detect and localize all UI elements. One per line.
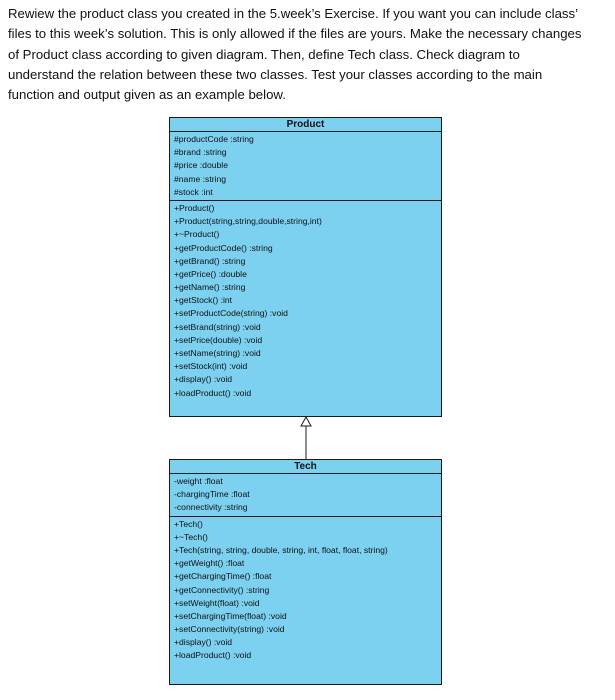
product-method: +setProductCode(string) :void [174,308,288,319]
product-method: +setStock(int) :void [174,361,248,372]
product-method: +Product() [174,202,215,213]
product-method: +Product(string,string,double,string,int) [174,216,322,227]
instructions-line: Rewiew the product class you created in the 5.week’s Exercise. If you want you can include class’ [8,6,579,21]
product-method: +getStock() :int [174,295,233,306]
tech-method: +display() :void [174,637,233,648]
tech-method: +loadProduct() :void [174,650,252,661]
tech-method: +getConnectivity() :string [174,584,270,595]
product-attribute: #name :string [174,173,227,184]
tech-class-name: Tech [170,460,441,474]
product-method: +loadProduct() :void [174,387,252,398]
inheritance-arrowhead [301,417,311,426]
product-class-name: Product [170,118,441,132]
tech-method: +setWeight(float) :void [174,597,260,608]
product-attribute: #stock :int [174,186,213,197]
tech-methods-section [170,517,441,664]
tech-method: +getWeight() :float [174,558,245,569]
tech-attribute: -connectivity :string [174,502,248,513]
product-attribute: #brand :string [174,147,227,158]
product-method: +setPrice(double) :void [174,334,263,345]
product-method: +setName(string) :void [174,348,261,358]
instructions-line: function and output given as an example below. [8,87,286,103]
tech-method: +Tech(string, string, double, string, int, float, float, string) [174,544,388,555]
instructions-line: files to this week’s solution. This is only allowed if the files are yours. Make the necessary changes [8,26,582,42]
product-attribute: #productCode :string [174,134,254,144]
product-method: +getPrice() :double [174,268,247,279]
product-attribute: #price :double [174,160,228,171]
product-method: +getProductCode() :string [174,242,273,253]
inheritance-arrow [296,415,316,461]
instructions-text [8,4,608,105]
tech-method: +setConnectivity(string) :void [174,624,285,635]
tech-method: +Tech() [174,518,203,529]
tech-method: +setChargingTime(float) :void [174,610,287,621]
product-attributes-section [170,132,441,201]
instructions-line: understand the relation between these two classes. Test your classes according to the main [8,66,543,82]
tech-attributes-section [170,474,441,517]
product-method: +setBrand(string) :void [174,321,261,332]
tech-attribute: -weight :float [174,476,223,486]
tech-method: +~Tech() [174,531,208,542]
product-method: +getBrand() :string [174,255,246,266]
tech-attribute: -chargingTime :float [174,489,250,500]
product-class-box [169,117,442,417]
product-method: +display() :void [174,374,233,385]
product-methods-section [170,201,441,401]
instructions-line: of Product class according to given diagram. Then, define Tech class. Check diagram to [8,46,520,62]
tech-class-box [169,459,442,685]
tech-method: +getChargingTime() :float [174,571,272,582]
product-method: +getName() :string [174,282,246,293]
product-method: +~Product() [174,229,220,240]
